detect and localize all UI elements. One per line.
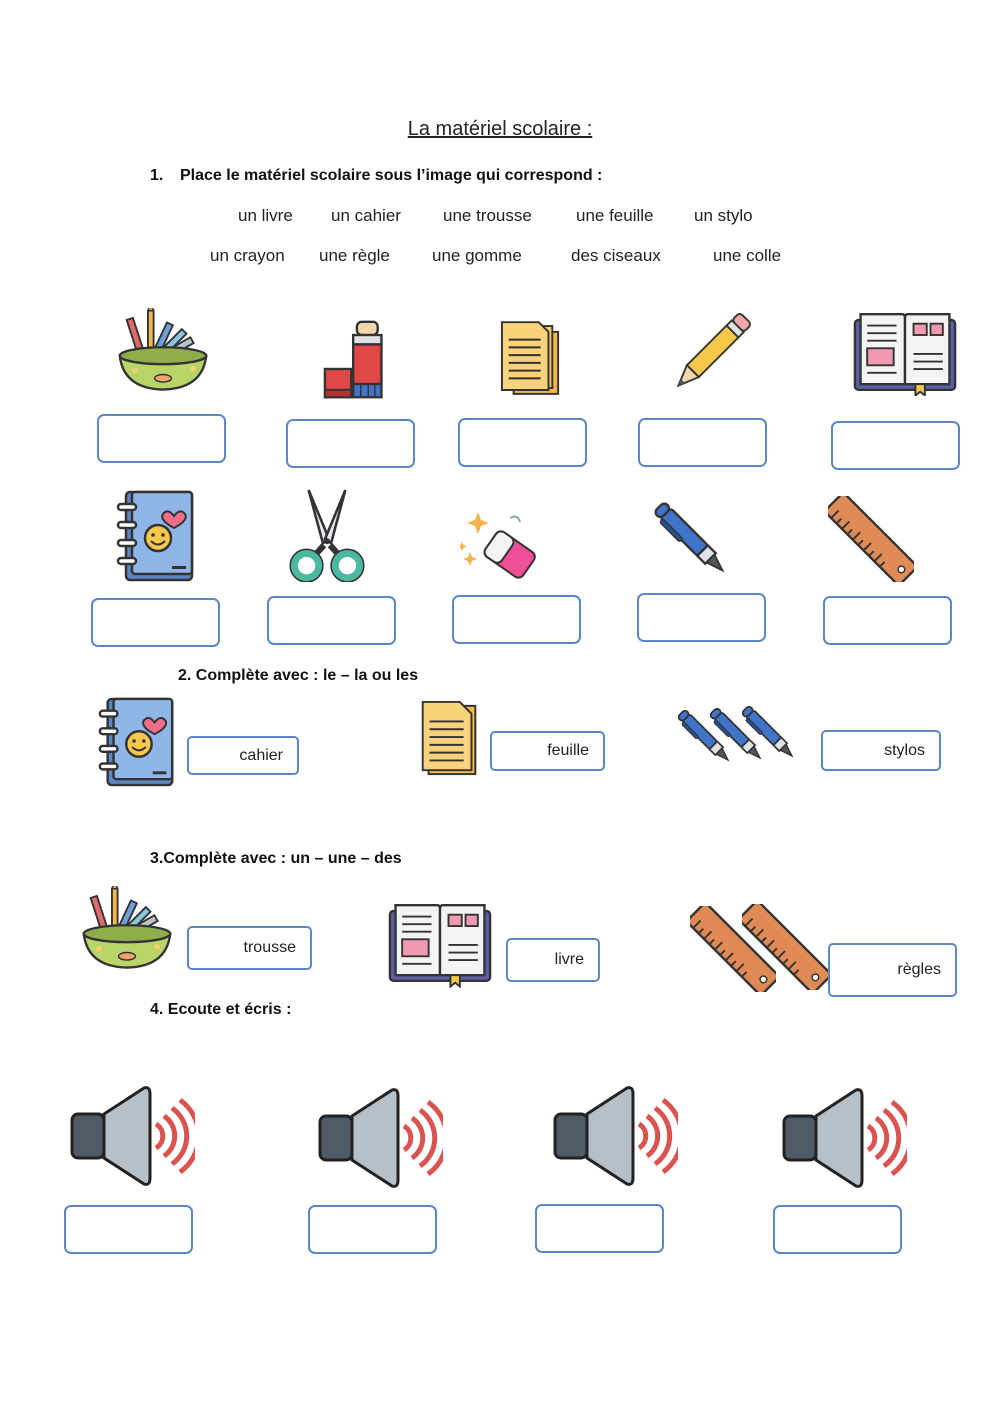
eraser-icon [460, 508, 540, 588]
paper-sheets-icon [500, 320, 562, 398]
answer-input[interactable] [823, 596, 952, 645]
pen-icon [740, 704, 802, 766]
open-book-icon [388, 900, 492, 988]
word-bank-item: un stylo [694, 206, 753, 225]
word-bank-item: des ciseaux [571, 246, 661, 265]
word-bank-item: un crayon [210, 246, 285, 265]
pencil-case-icon [116, 308, 210, 394]
answer-word: règles [897, 961, 941, 978]
word-bank-item: une gomme [432, 246, 522, 265]
article-input[interactable] [490, 731, 605, 771]
word-bank-item: une règle [319, 246, 390, 265]
speaker-icon[interactable] [553, 1086, 678, 1186]
dictation-input[interactable] [308, 1205, 437, 1254]
answer-input[interactable] [637, 593, 766, 642]
article-input[interactable] [187, 736, 299, 775]
pen-icon [652, 500, 736, 584]
answer-input[interactable] [91, 598, 220, 647]
word-bank-item: une colle [713, 246, 782, 265]
dictation-input[interactable] [64, 1205, 193, 1254]
answer-word: livre [554, 951, 584, 968]
glue-stick-icon [323, 318, 389, 402]
dictation-input[interactable] [535, 1204, 664, 1253]
answer-word: cahier [239, 746, 283, 764]
notebook-icon [115, 490, 197, 582]
ruler-icon [742, 904, 828, 990]
answer-input[interactable] [286, 419, 415, 468]
section1-number: 1. [150, 167, 164, 184]
dictation-input[interactable] [773, 1205, 902, 1254]
article-input[interactable] [187, 926, 312, 970]
answer-word: feuille [547, 742, 589, 759]
ruler-icon [828, 496, 914, 582]
word-bank-item: un livre [238, 206, 293, 225]
answer-input[interactable] [452, 595, 581, 644]
answer-input[interactable] [267, 596, 396, 645]
notebook-icon [96, 697, 178, 787]
pencil-case-icon [80, 886, 174, 972]
article-input[interactable] [506, 938, 600, 982]
section2-instruction: 2. Complète avec : le – la ou les [178, 667, 419, 684]
paper-sheet-icon [420, 700, 480, 778]
answer-input[interactable] [97, 414, 226, 463]
word-bank-item: une feuille [576, 206, 654, 225]
scissors-icon [286, 488, 368, 582]
answer-input[interactable] [638, 418, 767, 467]
page-title: La matériel scolaire : [407, 118, 593, 140]
answer-input[interactable] [831, 421, 960, 470]
section4-instruction: 4. Ecoute et écris : [150, 1001, 292, 1018]
speaker-icon[interactable] [782, 1088, 907, 1188]
answer-input[interactable] [458, 418, 587, 467]
answer-word: stylos [884, 741, 925, 759]
pencil-icon [670, 310, 754, 394]
word-bank-item: une trousse [443, 206, 532, 225]
section3-instruction: 3.Complète avec : un – une – des [150, 850, 402, 867]
answer-word: trousse [243, 939, 296, 956]
speaker-icon[interactable] [70, 1086, 195, 1186]
article-input[interactable] [821, 730, 941, 771]
open-book-icon [853, 310, 957, 396]
word-bank-item: un cahier [331, 206, 401, 225]
article-input[interactable] [828, 943, 957, 997]
speaker-icon[interactable] [318, 1088, 443, 1188]
section1-instruction: Place le matériel scolaire sous l’image qui correspond : [180, 167, 603, 184]
